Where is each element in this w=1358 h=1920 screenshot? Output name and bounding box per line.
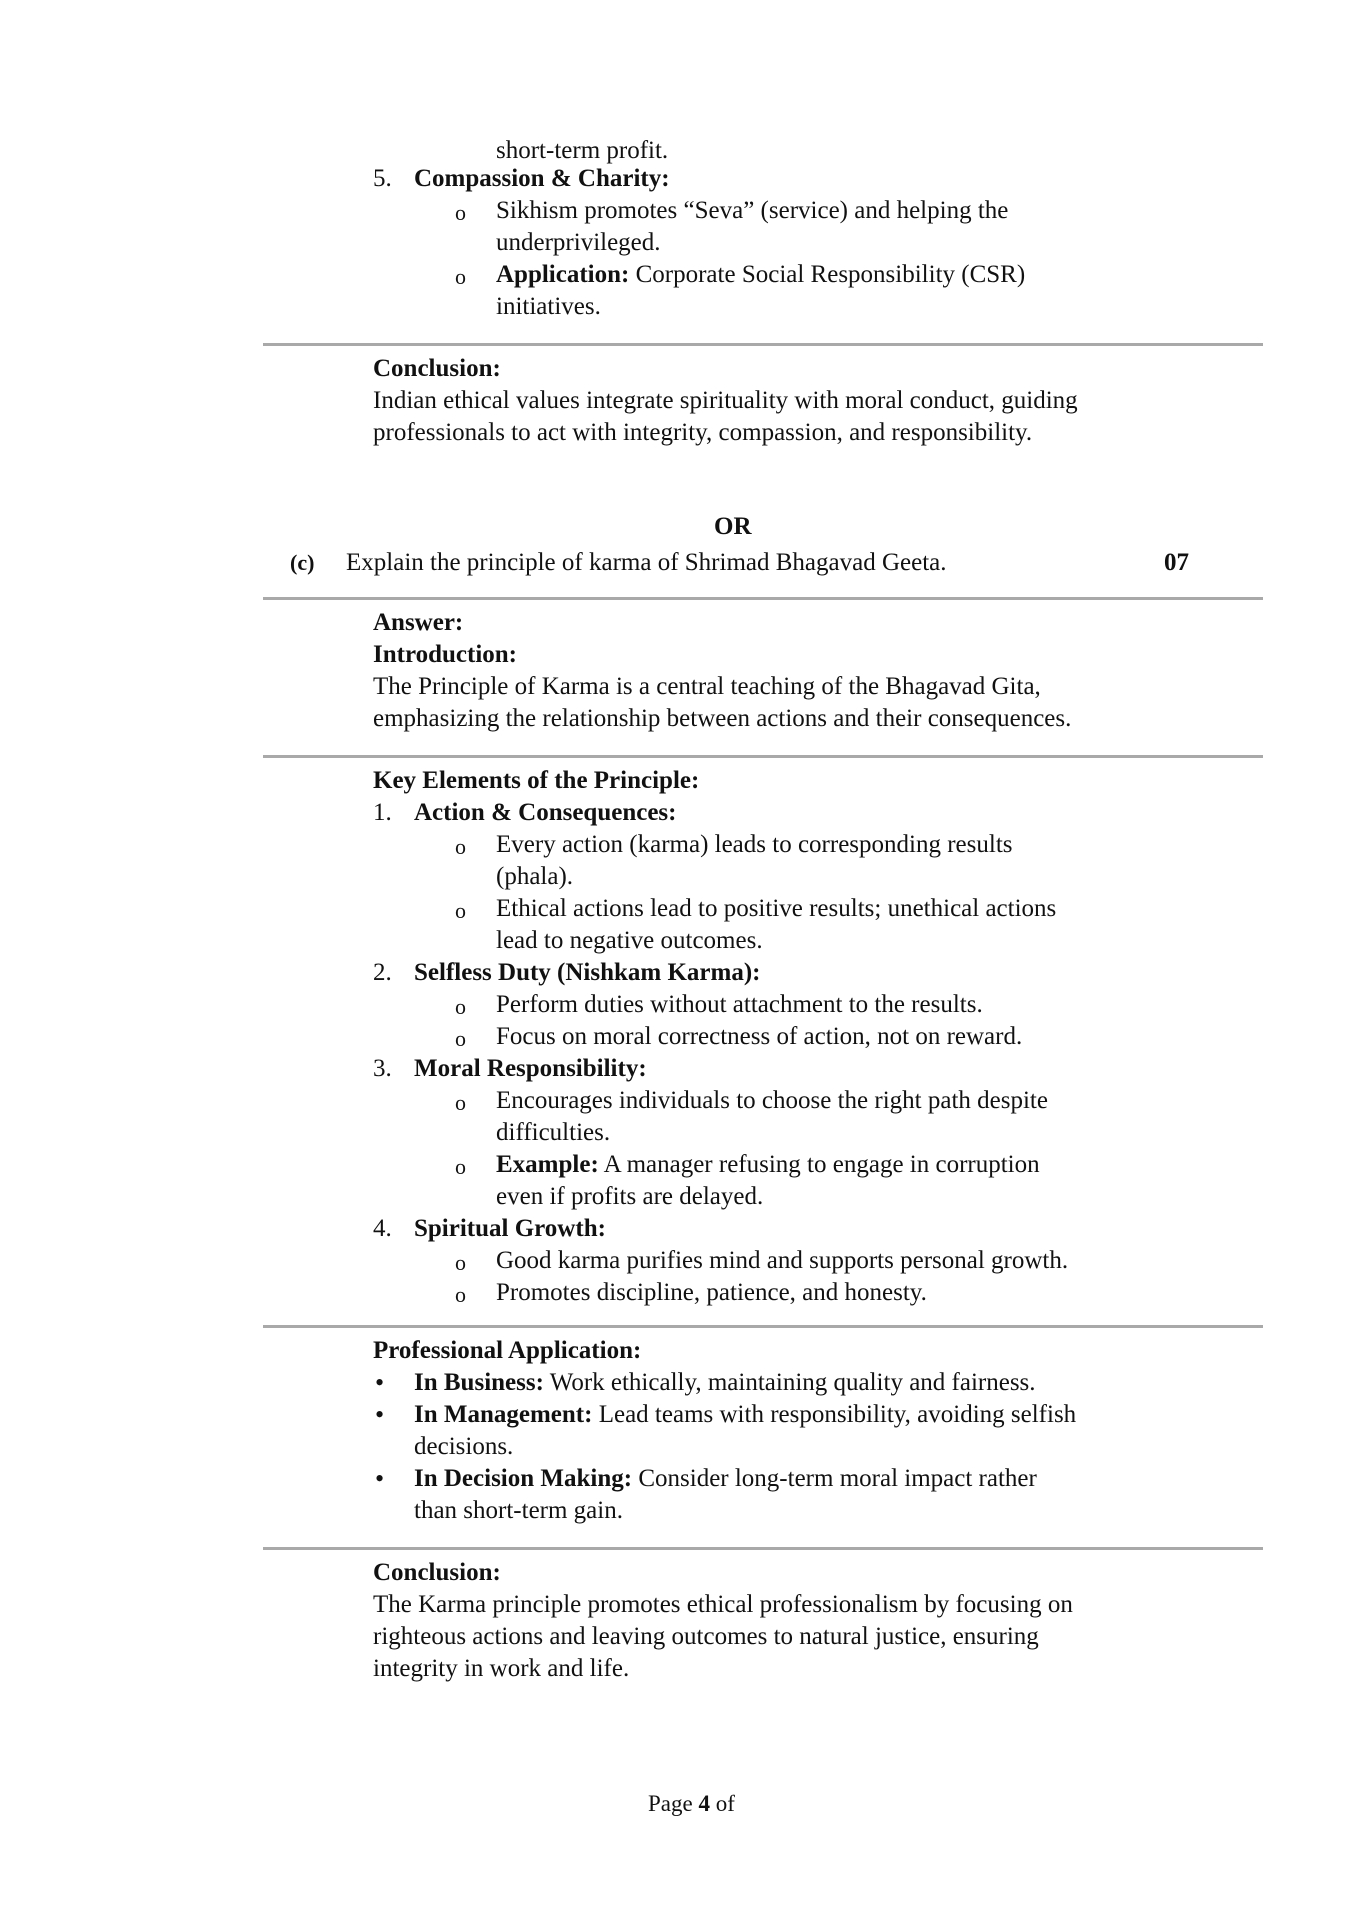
element-3-bullet-1-line-2: difficulties.	[496, 1119, 611, 1146]
introduction-line-2: emphasizing the relationship between actions and their consequences.	[373, 705, 1072, 732]
element-3-number: 3.	[373, 1055, 392, 1082]
element-2-bullet-2: Focus on moral correctness of action, not on reward.	[496, 1023, 1023, 1050]
conclusion-line-3: integrity in work and life.	[373, 1655, 630, 1682]
section-divider	[263, 1547, 1263, 1550]
item-5-bullet-2-line-1: Application: Corporate Social Responsibility (CSR)	[496, 261, 1026, 288]
or-separator: OR	[714, 513, 752, 540]
element-4-bullet-1: Good karma purifies mind and supports personal growth.	[496, 1247, 1069, 1274]
sub-bullet-marker: o	[455, 834, 466, 859]
sub-bullet-marker: o	[455, 898, 466, 923]
answer-heading: Answer:	[373, 609, 464, 636]
question-marks: 07	[1164, 549, 1189, 576]
element-3-heading: Moral Responsibility:	[414, 1055, 647, 1082]
page-footer: Page 4 of	[648, 1791, 735, 1816]
item-5-bullet-1-line-2: underprivileged.	[496, 229, 661, 256]
section-divider	[263, 1325, 1263, 1328]
sub-bullet-marker: o	[455, 994, 466, 1019]
sub-bullet-marker: o	[455, 1250, 466, 1275]
element-1-bullet-1-line-1: Every action (karma) leads to corresponding results	[496, 831, 1013, 858]
element-3-bullet-1-line-1: Encourages individuals to choose the right path despite	[496, 1087, 1048, 1114]
application-item-1: In Business: Work ethically, maintaining quality and fairness.	[414, 1369, 1036, 1396]
question-label: (c)	[290, 550, 315, 575]
conclusion-line-1: The Karma principle promotes ethical professionalism by focusing on	[373, 1591, 1073, 1618]
sub-bullet-marker: o	[455, 1090, 466, 1115]
element-1-bullet-2-line-1: Ethical actions lead to positive results; unethical actions	[496, 895, 1057, 922]
element-1-heading: Action & Consequences:	[414, 799, 677, 826]
bullet-marker: •	[375, 1464, 385, 1493]
element-4-heading: Spiritual Growth:	[414, 1215, 606, 1242]
question-text: Explain the principle of karma of Shrimad Bhagavad Geeta.	[346, 549, 947, 576]
top-conclusion-line-1: Indian ethical values integrate spirituality with moral conduct, guiding	[373, 387, 1078, 414]
element-2-bullet-1: Perform duties without attachment to the results.	[496, 991, 983, 1018]
item-5-bullet-1-line-1: Sikhism promotes “Seva” (service) and helping the	[496, 197, 1009, 224]
bullet-marker: •	[375, 1368, 385, 1397]
bullet-marker: •	[375, 1400, 385, 1429]
sub-bullet-marker: o	[455, 1282, 466, 1307]
element-1-number: 1.	[373, 799, 392, 826]
introduction-line-1: The Principle of Karma is a central teaching of the Bhagavad Gita,	[373, 673, 1041, 700]
application-item-2-line-2: decisions.	[414, 1433, 514, 1460]
application-heading: Professional Application:	[373, 1337, 642, 1364]
element-4-number: 4.	[373, 1215, 392, 1242]
element-2-number: 2.	[373, 959, 392, 986]
sub-bullet-marker: o	[455, 264, 466, 289]
sub-bullet-marker: o	[455, 1026, 466, 1051]
item-5-bullet-2-line-2: initiatives.	[496, 293, 601, 320]
item-5-heading: Compassion & Charity:	[414, 165, 670, 192]
element-1-bullet-1-line-2: (phala).	[496, 863, 574, 890]
sub-bullet-marker: o	[455, 1154, 466, 1179]
section-divider	[263, 755, 1263, 758]
introduction-heading: Introduction:	[373, 641, 518, 668]
conclusion-line-2: righteous actions and leaving outcomes to natural justice, ensuring	[373, 1623, 1039, 1650]
section-divider	[263, 343, 1263, 346]
element-1-bullet-2-line-2: lead to negative outcomes.	[496, 927, 763, 954]
top-conclusion-heading: Conclusion:	[373, 355, 501, 382]
item-5-number: 5.	[373, 165, 392, 192]
application-item-3-line-2: than short-term gain.	[414, 1497, 623, 1524]
continuation-text: short-term profit.	[496, 137, 669, 164]
top-conclusion-line-2: professionals to act with integrity, compassion, and responsibility.	[373, 419, 1033, 446]
sub-bullet-marker: o	[455, 200, 466, 225]
key-elements-heading: Key Elements of the Principle:	[373, 767, 700, 794]
element-4-bullet-2: Promotes discipline, patience, and honesty.	[496, 1279, 927, 1306]
element-3-bullet-2-line-1: Example: A manager refusing to engage in corruption	[496, 1151, 1040, 1178]
element-3-bullet-2-line-2: even if profits are delayed.	[496, 1183, 764, 1210]
section-divider	[263, 597, 1263, 600]
conclusion-heading: Conclusion:	[373, 1559, 501, 1586]
element-2-heading: Selfless Duty (Nishkam Karma):	[414, 959, 761, 986]
application-item-3-line-1: In Decision Making: Consider long-term moral impact rather	[414, 1465, 1037, 1492]
application-item-2-line-1: In Management: Lead teams with responsibility, avoiding selfish	[414, 1401, 1077, 1428]
